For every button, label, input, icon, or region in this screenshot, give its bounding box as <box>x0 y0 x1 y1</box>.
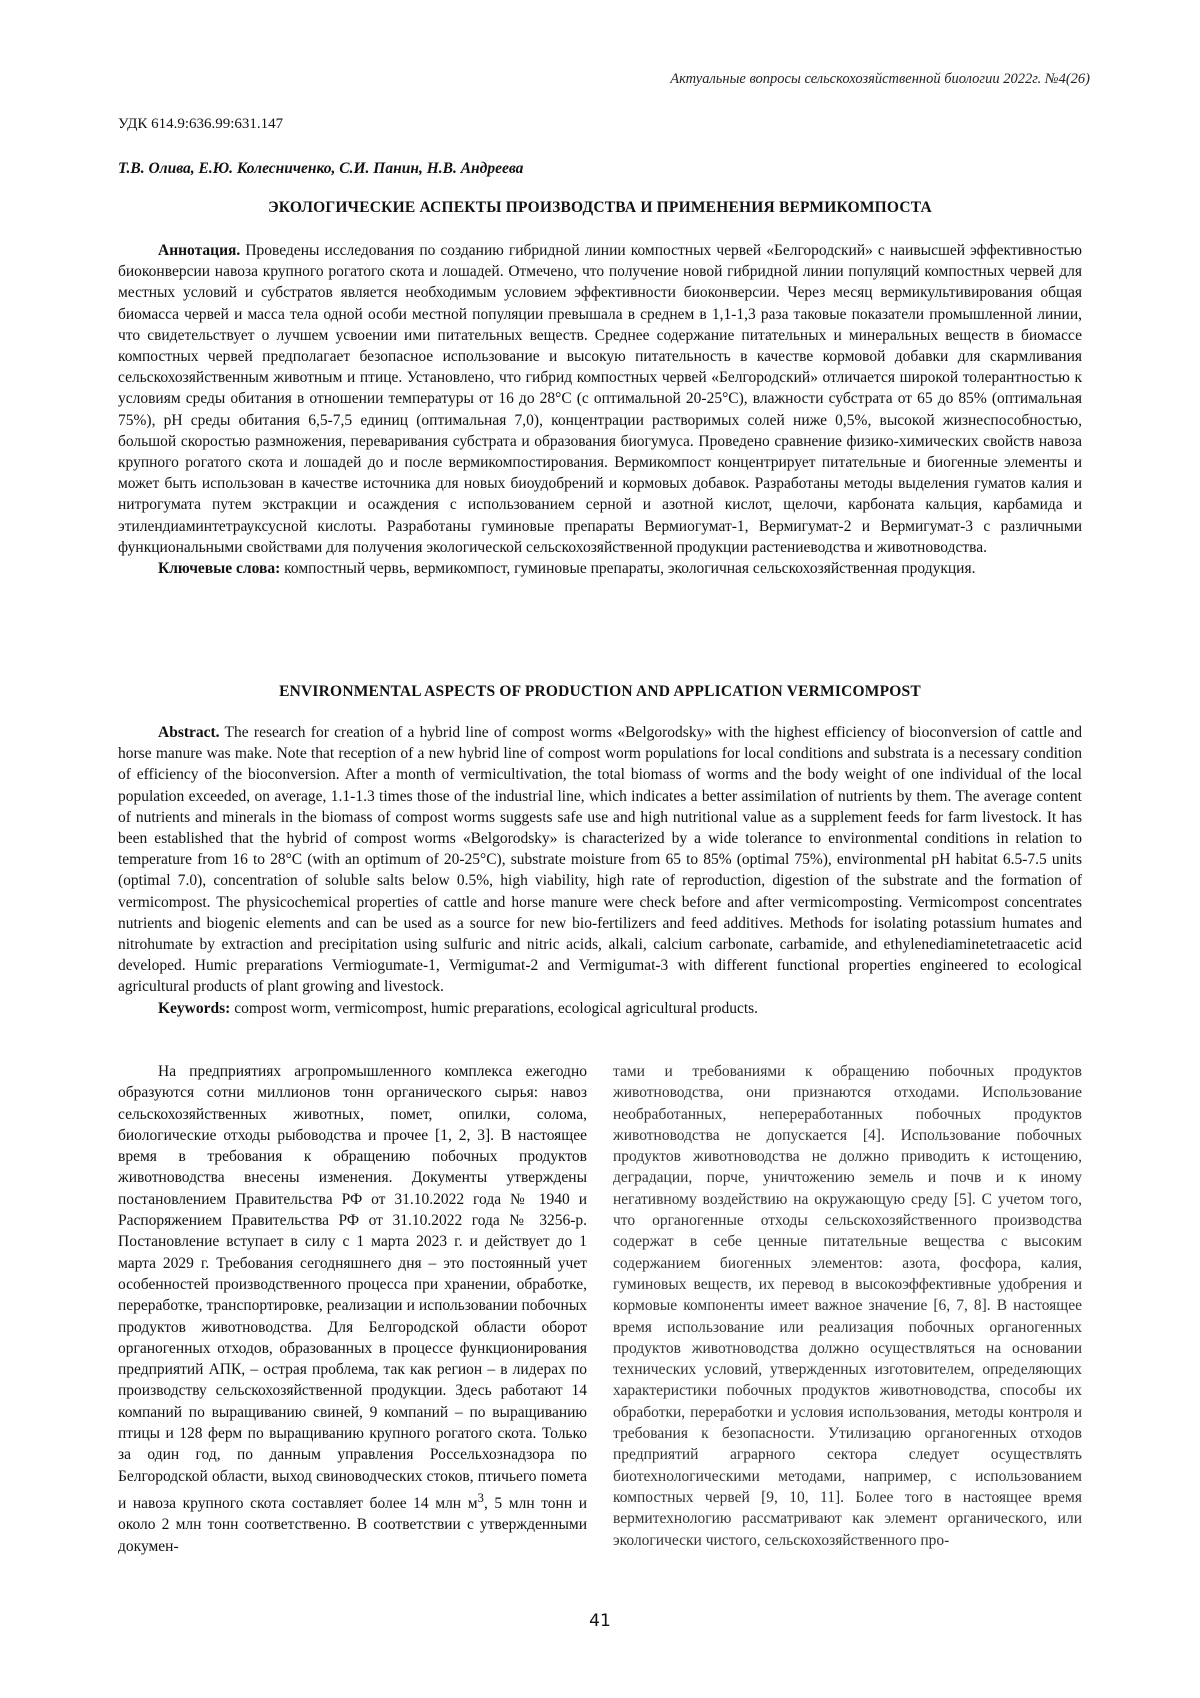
body-paragraph-right: тами и требованиями к обращению побочных продуктов животноводства, они признаются отходами. Использование необработанных, непереработанных побочных продуктов животноводства не допускается [4]. Использование побочных продуктов животноводства не должно приводить к истощению, деградации, порче, уничтожению земель и почв и к иному негативному воздействию на окружающую среду [5]. С учетом того, что органогенные отходы сельскохозяйственного производства содержат в себе ценные питательные вещества с высоким содержанием биогенных элементов: азота, фосфора, калия, гуминовых веществ, их перевод в высокоэффективные удобрения и кормовые компоненты имеет важное значение [6, 7, 8]. В настоящее время использование или реализация побочных органогенных продуктов животноводства должно осуществляться на основании технических условий, утвержденных изготовителем, определяющих характеристики побочных продуктов животноводства, способы их обработки, переработки и условия использования, методы контроля и требования к безопасности. Утилизацию органогенных отходов предприятий аграрного сектора следует осуществлять биотехнологическими методами, например, с использованием компостных червей [9, 10, 11]. Более того в настоящее время вермитехнологию рассматривают как элемент органического, или экологически чистого, сельскохозяйственного про- <box>613 1063 1082 1549</box>
abstract-en-label: Abstract. <box>158 724 220 741</box>
abstract-ru-paragraph <box>118 240 1082 558</box>
abstract-en-text: The research for creation of a hybrid line of compost worms «Belgorodsky» with the highest efficiency of bioconversion of cattle and horse manure was make. Note that reception of a new hybrid line of compost worm populations for local conditions and substrata is a necessary condition of efficiency of the bioconversion. After a month of vermicultivation, the total biomass of worms and the body weight of one individual of the local population exceeded, on average, 1.1-1.3 times those of the industrial line, which indicates a better assimilation of nutrients by them. The average content of nutrients and minerals in the biomass of compost worms suggests safe use and high nutritional value as a supplement feeds for farm livestock. It has been established that the hybrid of compost worms «Belgorodsky» is characterized by a wide tolerance to environmental conditions in relation to temperature from 16 to 28°C (with an optimum of 20-25°C), substrate moisture from 65 to 85% (optimal 75%), environmental pH habitat 6.5-7.5 units (optimal 7.0), concentration of soluble salts below 0.5%, high viability, high rate of reproduction, digestion of the substrate and the formation of vermicompost. The physicochemical properties of cattle and horse manure were check before and after vermicomposting. Vermicompost concentrates nutrients and biogenic elements and can be used as a source for new bio-fertilizers and feed additives. Methods for isolating potassium humates and nitrohumate by extraction and precipitation using sulfuric and nitric acids, alkali, calcium carbonate, carbamide, and ethylenediaminetetraacetic acid developed. Humic preparations Vermiogumate-1, Vermigumat-2 and Vermigumat-3 with different functional properties engineered to ecological agricultural products of plant growing and livestock. <box>118 724 1082 996</box>
body-column-right <box>613 1061 1082 1551</box>
superscript-3: 3 <box>477 1489 484 1505</box>
keywords-en-label: Keywords: <box>158 999 231 1017</box>
title-en: ENVIRONMENTAL ASPECTS OF PRODUCTION AND APPLICATION VERMICOMPOST <box>279 683 921 700</box>
page-number: 41 <box>589 1611 611 1631</box>
keywords-ru-text: компостный червь, вермикомпост, гуминовые препараты, экологичная сельскохозяйственная продукция. <box>280 560 976 578</box>
abstract-en <box>118 722 1082 1019</box>
authors: Т.В. Олива, Е.Ю. Колесниченко, С.И. Панин, Н.В. Андреева <box>118 160 524 177</box>
keywords-ru-paragraph <box>118 558 1082 579</box>
title-ru: ЭКОЛОГИЧЕСКИЕ АСПЕКТЫ ПРОИЗВОДСТВА И ПРИМЕНЕНИЯ ВЕРМИКОМПОСТА <box>268 199 932 216</box>
body-paragraph-left <box>118 1061 587 1557</box>
abstract-ru-label: Аннотация. <box>158 242 241 259</box>
keywords-ru-label: Ключевые слова: <box>158 560 281 578</box>
udc-code: УДК 614.9:636.99:631.147 <box>118 116 284 132</box>
body-left-text: На предприятиях агропромышленного комплекса ежегодно образуются сотни миллионов тонн органического сырья: навоз сельскохозяйственных животных, помет, опилки, солома, биологические отходы рыбоводства и прочее [1, 2, 3]. В настоящее время в требования к обращению побочных продуктов животноводства внесены изменения. Документы утверждены постановлением Правительства РФ от 31.10.2022 года № 1940 и Распоряжением Правительства РФ от 31.10.2022 года № 3256-р. Постановление вступает в силу с 1 марта 2023 г. и действует до 1 марта 2029 г. Требования сегодняшнего дня – это постоянный учет особенностей производственного процесса при хранении, обработке, переработке, транспортировке, реализации и использовании побочных продуктов животноводства. Для Белгородской области оборот органогенных отходов, образованных в процессе функционирования предприятий АПК, – острая проблема, так как регион – в лидерах по производству сельскохозяйственной продукции. Здесь работают 14 компаний по выращиванию свиней, 9 компаний – по выращиванию птицы и 128 ферм по выращиванию крупного рогатого скота. Только за один год, по данным управления Россельхознадзора по Белгородской области, выход свиноводческих стоков, птичьего помета и навоза крупного скота составляет более 14 млн м <box>118 1063 587 1513</box>
running-header: Актуальные вопросы сельскохозяйственной биологии 2022г. №4(26) <box>670 71 1090 87</box>
body-column-left <box>118 1061 587 1557</box>
keywords-en-text: compost worm, vermicompost, humic preparations, ecological agricultural products. <box>230 999 759 1017</box>
abstract-ru-text: Проведены исследования по созданию гибридной линии компостных червей «Белгородский» с наивысшей эффективностью биоконверсии навоза крупного рогатого скота и лошадей. Отмечено, что получение новой гибридной линии популяций компостных червей для местных условий и субстратов является необходимым условием эффективности биоконверсии. Через месяц вермикультивирования общая биомасса червей и масса тела одной особи местной популяции превышала в среднем в 1,1-1,3 раза таковые показатели промышленной линии, что свидетельствует о лучшем усвоении ими питательных веществ. Среднее содержание питательных и минеральных веществ в биомассе компостных червей предполагает безопасное использование и высокую питательность в качестве кормовой добавки для скармливания сельскохозяйственным животным и птице. Установлено, что гибрид компостных червей «Белгородский» отличается широкой толерантностью к условиям среды обитания в отношении температуры от 16 до 28°C (с оптимальной 20-25°C), влажности субстрата от 65 до 85% (оптимальная 75%), pH среды обитания 6,5-7,5 единиц (оптимальная 7,0), концентрации растворимых солей ниже 0,5%, высокой жизнеспособностью, большой скоростью размножения, переваривания субстрата и образования биогумуса. Проведено сравнение физико-химических свойств навоза крупного рогатого скота и лошадей до и после вермикомпостирования. Вермикомпост концентрирует питательные и биогенные элементы и может быть использован в качестве источника для новых биоудобрений и кормовых добавок. Разработаны методы выделения гуматов калия и нитрогумата путем экстракции и осаждения с использованием серной и азотной кислот, щелочи, карбоната кальция, карбамида и этилендиаминтетрауксусной кислоты. Разработаны гуминовые препараты Вермиогумат-1, Вермигумат-2 и Вермигумат-3 с различными функциональными свойствами для получения экологической сельскохозяйственной продукции растениеводства и животноводства. <box>118 242 1082 556</box>
abstract-ru <box>118 240 1082 579</box>
keywords-en-paragraph <box>118 998 1082 1019</box>
abstract-en-paragraph <box>118 722 1082 998</box>
body-left-text-continued: , 5 млн тонн и около 2 млн тонн соответственно. В соответствии с утвержденными докумен- <box>118 1495 588 1555</box>
